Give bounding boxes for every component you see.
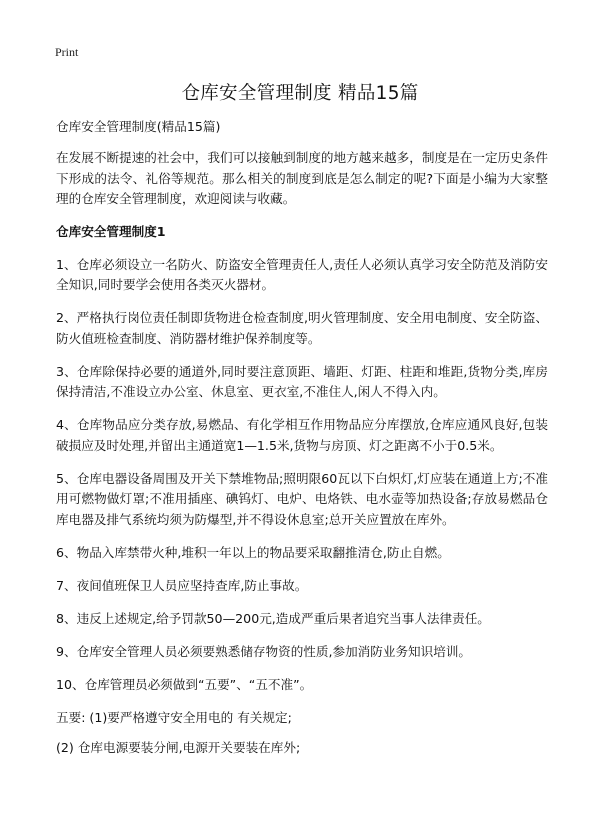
list-item-7: 7、夜间值班保卫人员应坚持查库,防止事故。 bbox=[56, 577, 308, 593]
print-label: Print bbox=[55, 45, 79, 59]
list-item-1: 1、仓库必须设立一名防火、防盗安全管理责任人,责任人必须认真学习安全防范及消防安全知识,同时要学会使用各类灭火器材。 bbox=[56, 256, 548, 292]
list-item-5: 5、仓库电器设备周围及开关下禁堆物品;照明限60瓦以下白炽灯,灯应装在通道上方;不准用可燃物做灯罩;不准用插座、碘钨灯、电炉、电烙铁、电水壶等加热设备;存放易燃品仓库电器及排气系统均须为防爆型,并不得设休息室;总开关应置放在库外。 bbox=[56, 470, 548, 527]
page-title: 仓库安全管理制度 精品15篇 bbox=[181, 83, 419, 104]
list-item-2: 2、严格执行岗位责任制即货物进仓检查制度,明火管理制度、安全用电制度、安全防盗、防火值班检查制度、消防器材维护保养制度等。 bbox=[56, 310, 548, 346]
list-item-3: 3、仓库除保持必要的通道外,同时要注意顶距、墙距、灯距、柱距和堆距,货物分类,库房保持清洁,不准设立办公室、休息室、更衣室,不准住人,闲人不得入内。 bbox=[56, 363, 548, 399]
list-item-8: 8、违反上述规定,给予罚款50—200元,造成严重后果者追究当事人法律责任。 bbox=[56, 610, 490, 626]
document-body bbox=[56, 117, 548, 769]
document-subtitle: 仓库安全管理制度(精品15篇) bbox=[56, 119, 221, 134]
section-heading: 仓库安全管理制度1 bbox=[56, 224, 166, 239]
list-item-6: 6、物品入库禁带火种,堆积一年以上的物品要采取翻推清仓,防止自燃。 bbox=[56, 544, 450, 560]
five-musts-item-2: (2) 仓库电源要装分闸,电源开关要装在库外; bbox=[56, 740, 301, 755]
list-item-10: 10、仓库管理员必须做到“五要”、“五不准”。 bbox=[56, 676, 313, 692]
intro-paragraph: 在发展不断提速的社会中，我们可以接触到制度的地方越来越多，制度是在一定历史条件下形成的法令、礼俗等规范。那么相关的制度到底是怎么制定的呢?下面是小编为大家整理的仓库安全管理制度，欢迎阅读与收藏。 bbox=[56, 150, 548, 206]
list-item-9: 9、仓库安全管理人员必须要熟悉储存物资的性质,参加消防业务知识培训。 bbox=[56, 643, 472, 659]
five-musts-item-1: 五要: (1)要严格遵守安全用电的 有关规定; bbox=[56, 709, 292, 725]
list-item-4: 4、仓库物品应分类存放,易燃品、有化学相互作用物品应分库摆放,仓库应通风良好,包装破损应及时处理,并留出主通道宽1—1.5米,货物与房顶、灯之距离不小于0.5米。 bbox=[56, 417, 548, 453]
